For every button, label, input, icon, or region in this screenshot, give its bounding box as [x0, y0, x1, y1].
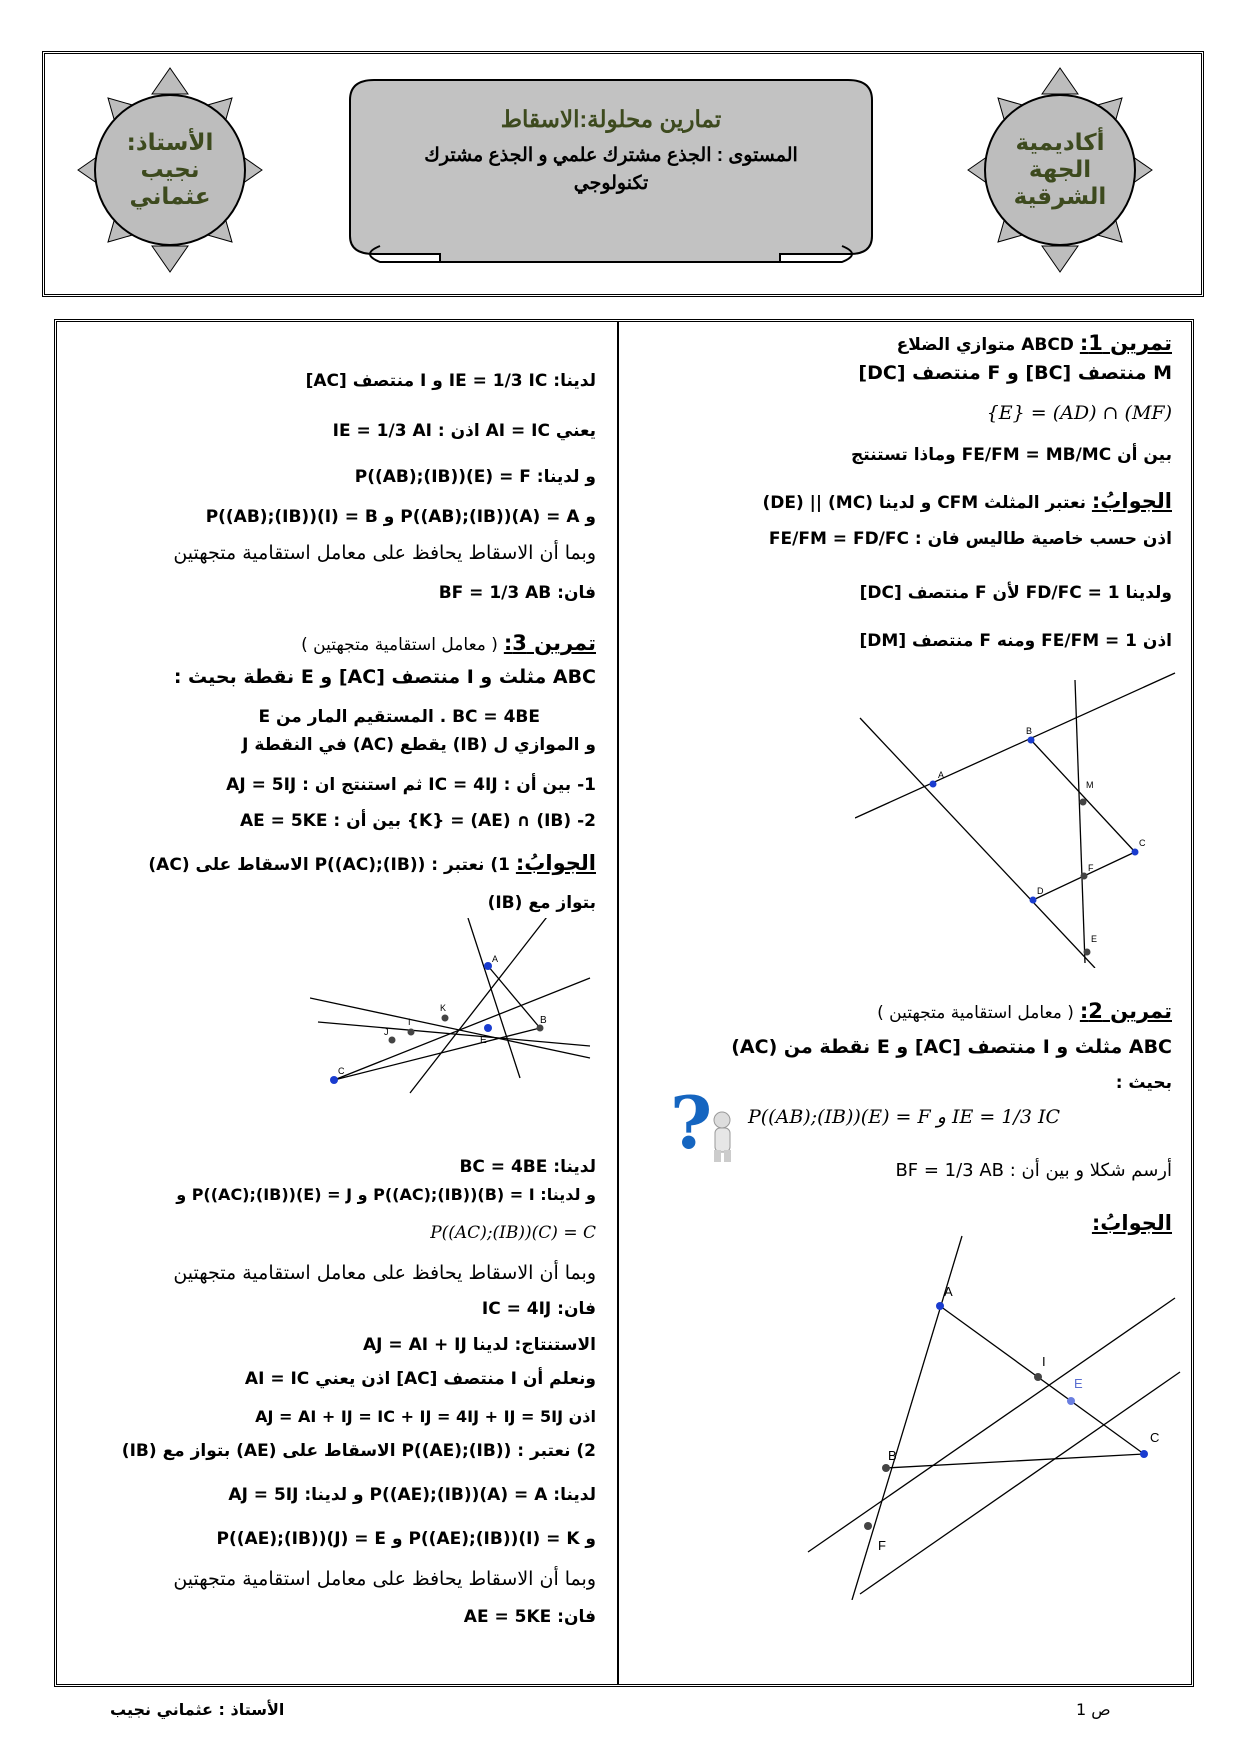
point-c — [1132, 849, 1139, 856]
label-c: C — [338, 1066, 345, 1076]
ans1-line1: نعتبر المثلث CFM و لدينا (MC) || (DE) — [762, 493, 1086, 513]
left-line6: فان: BF = 1/3 AB — [438, 583, 596, 603]
ex1-heading — [897, 332, 1172, 356]
ex1-line4: بين أن FE/FM = MB/MC وماذا تستنتج — [851, 445, 1172, 465]
ex1-line1: ABCD متوازي الضلاع — [896, 335, 1074, 355]
point-e — [484, 1024, 492, 1032]
ans3-a1: لدينا: BC = 4BE — [459, 1157, 596, 1177]
label-a: A — [938, 770, 945, 780]
ans3-a2: و لدينا: P((AC);(IB))(B) = I و P((AC);(IB))(E) = J و — [176, 1185, 596, 1204]
ans3-a5: فان: IC = 4IJ — [481, 1299, 596, 1319]
point-m — [1080, 799, 1087, 806]
ex3-line2: BC = 4BE . المستقيم المار من E — [258, 707, 540, 727]
label-f: F — [878, 1538, 886, 1553]
ex3-sub: ( معامل استقامية متجهتين ) — [301, 635, 498, 655]
label-a: A — [492, 954, 499, 964]
point-e — [1067, 1397, 1075, 1405]
point-a — [930, 781, 937, 788]
ans3-a8: اذن AJ = AI + IJ = IC + IJ = 4IJ + IJ = 5IJ — [255, 1407, 596, 1426]
ex2-sub: ( معامل استقامية متجهتين ) — [877, 1003, 1074, 1023]
ex1-title: تمرين 1: — [1079, 331, 1172, 355]
point-b — [1028, 737, 1035, 744]
ans3-a11: و P((AE);(IB))(I) = K و P((AE);(IB))(J) = E — [216, 1529, 596, 1549]
teacher-oval — [94, 94, 246, 246]
point-f — [1081, 873, 1088, 880]
scroll-shape — [340, 76, 882, 266]
label-j: J — [384, 1027, 389, 1037]
point-c — [1140, 1450, 1148, 1458]
ans2-title: الجوابُ: — [1091, 1211, 1172, 1235]
ex3-heading — [301, 632, 596, 656]
column-divider — [617, 322, 619, 1684]
label-b: B — [540, 1015, 547, 1026]
point-f — [864, 1522, 872, 1530]
label-k: K — [440, 1003, 447, 1013]
ex2-heading — [877, 1000, 1172, 1024]
ans3-line1: 1) نعتبر : P((AC);(IB)) الاسقاط على (AC) — [148, 855, 510, 875]
svg-text:?: ? — [670, 1080, 713, 1162]
left-line1: لدينا: IE = 1/3 IC و I منتصف [AC] — [305, 371, 596, 391]
ex2-line4: أرسم شكلا و بين أن : BF = 1/3 AB — [895, 1160, 1172, 1181]
academy-name: أكاديمية الجهة الشرقية — [1013, 129, 1107, 210]
point-e — [1084, 949, 1091, 956]
label-b: B — [888, 1448, 897, 1463]
ans3-a13: فان: AE = 5KE — [463, 1607, 596, 1627]
ex2-line1: ABC مثلث و I منتصف [AC] و E نقطة من (AC) — [731, 1036, 1172, 1058]
ex3-title: تمرين 3: — [503, 631, 596, 655]
label-e: E — [1074, 1376, 1083, 1391]
ans3-a10: لدينا: P((AE);(IB))(A) = A و لدينا: AJ = 5IJ — [228, 1485, 596, 1505]
ex3-line1: ABC مثلث و I منتصف [AC] و E نقطة بحيث : — [173, 666, 596, 688]
label-c: C — [1150, 1430, 1160, 1445]
figure-triangle — [800, 1230, 1185, 1600]
ans3-title: الجوابُ: — [515, 851, 596, 875]
footer-teacher: الأستاذ : عثماني نجيب — [110, 1700, 285, 1719]
label-d: D — [1037, 886, 1044, 896]
point-b — [882, 1464, 890, 1472]
left-line3: و لدينا: P((AB);(IB))(E) = F — [354, 467, 596, 487]
ex1-line2: M منتصف [BC] و F منتصف [DC] — [858, 362, 1172, 384]
level-line-1: المستوى : الجذع مشترك علمي و الجذع مشترك — [424, 145, 798, 166]
ans3-line2: بتواز مع (IB) — [487, 893, 596, 913]
label-f: F — [1088, 863, 1094, 873]
figure-parallelogram — [855, 668, 1185, 968]
left-line2: يعني AI = IC اذن : IE = 1/3 AI — [332, 421, 596, 441]
level-line-2: تكنولوجي — [573, 173, 649, 194]
academy-emblem — [960, 60, 1160, 280]
ans3-a3: P((AC);(IB))(C) = C — [430, 1223, 596, 1243]
figure-triangle-ex3 — [310, 918, 600, 1098]
ans3-a12: وبما أن الاسقاط يحافظ على معامل استقامية متجهتين — [173, 1568, 596, 1590]
title-banner — [340, 76, 882, 266]
ans3-a9: 2) نعتبر : P((AE);(IB)) الاسقاط على (AE) بتواز مع (IB) — [121, 1441, 596, 1461]
label-e: E — [1091, 934, 1098, 944]
label-b: B — [1026, 726, 1033, 736]
left-line5: وبما أن الاسقاط يحافظ على معامل استقامية متجهتين — [173, 542, 596, 564]
ans1-line4: اذن FE/FM = 1 ومنه F منتصف [DM] — [859, 631, 1172, 651]
academy-oval — [984, 94, 1136, 246]
teacher-name: الأستاذ: نجيب عثماني — [126, 129, 214, 210]
point-d — [1030, 897, 1037, 904]
page-number: ص 1 — [1076, 1700, 1111, 1719]
label-c: C — [1139, 838, 1146, 848]
point-c — [330, 1076, 338, 1084]
ans3-a4: وبما أن الاسقاط يحافظ على معامل استقامية متجهتين — [173, 1262, 596, 1284]
label-i: I — [1042, 1354, 1046, 1369]
label-e: E — [480, 1035, 487, 1046]
ex3-line3: و الموازي ل (IB) يقطع (AC) في النقطة J — [242, 735, 596, 755]
ans1-heading — [762, 490, 1172, 514]
question-mark-icon — [660, 1080, 750, 1162]
ex3-line5: 2- (IB) ∩ (AE) = {K} بين أن : AE = 5KE — [239, 811, 596, 831]
ans3-a7: ونعلم أن I منتصف [AC] اذن يعني AI = IC — [244, 1369, 596, 1389]
ans1-line3: ولدينا FD/FC = 1 لأن F منتصف [DC] — [859, 583, 1172, 603]
ex2-line2: بحيث : — [1115, 1073, 1172, 1093]
point-j — [389, 1037, 396, 1044]
label-i: I — [408, 1017, 411, 1027]
point-a — [936, 1302, 944, 1310]
label-m: M — [1086, 780, 1094, 790]
ans3-a6: الاستنتاج: لدينا AJ = AI + IJ — [363, 1335, 596, 1355]
left-line4: و P((AB);(IB))(A) = A و P((AB);(IB))(I) = B — [205, 507, 596, 527]
ex2-line3: IE = 1/3 IC و P((AB);(IB))(E) = F — [747, 1106, 1060, 1128]
label-a: A — [944, 1284, 953, 1299]
ex3-line4: 1- بين أن : IC = 4IJ ثم استنتج ان : AJ = 5IJ — [226, 775, 596, 795]
ans1-title: الجوابُ: — [1091, 489, 1172, 513]
point-a — [484, 962, 492, 970]
point-k — [442, 1015, 449, 1022]
teacher-emblem — [70, 60, 270, 280]
ex2-title: تمرين 2: — [1079, 999, 1172, 1023]
page-title: تمارين محلولة:الاسقاط — [500, 106, 722, 132]
ex1-line3: (MF) ∩ (AD) = {E} — [986, 402, 1172, 424]
ans3-heading — [148, 852, 596, 876]
point-i — [408, 1029, 415, 1036]
ans1-line2: اذن حسب خاصية طاليس فان : FE/FM = FD/FC — [768, 529, 1172, 549]
point-i — [1034, 1373, 1042, 1381]
